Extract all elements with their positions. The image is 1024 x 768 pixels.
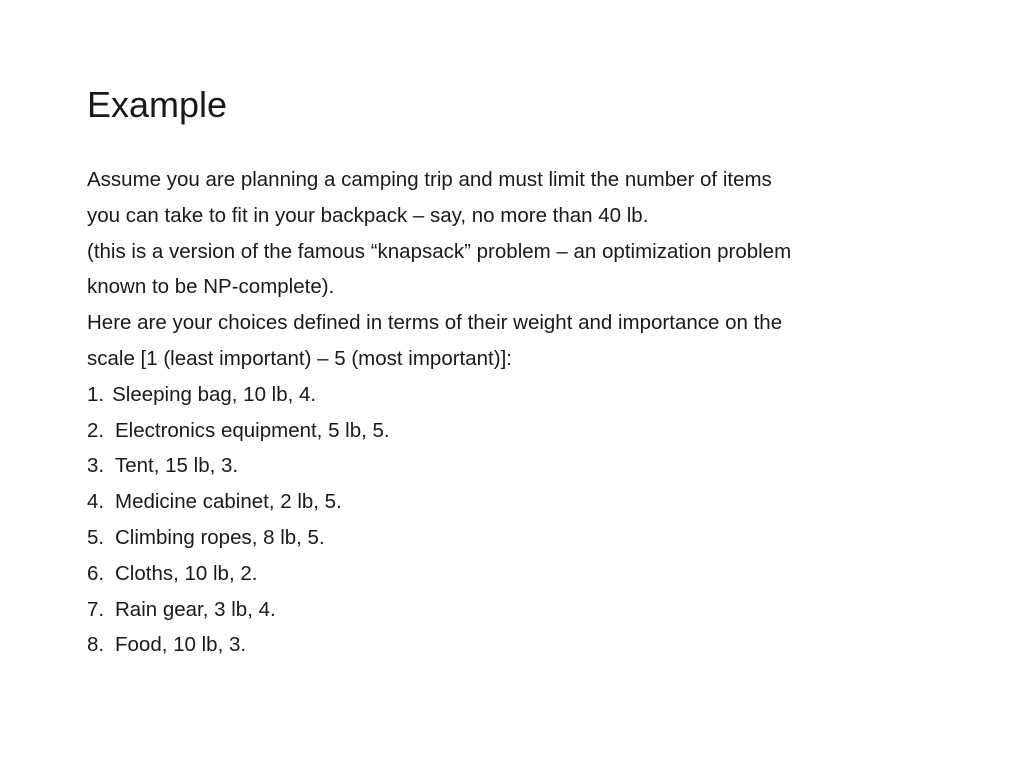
- list-item: [87, 448, 947, 484]
- list-item-text: Rain gear, 3 lb, 4.: [115, 597, 276, 621]
- list-item: [87, 484, 947, 520]
- paragraph-line: (this is a version of the famous “knapsack” problem – an optimization problem: [87, 239, 792, 263]
- list-item: [87, 556, 947, 592]
- list-item-number: 1.: [87, 382, 105, 406]
- list-item-number: 8.: [87, 633, 105, 657]
- list-item: [87, 413, 947, 449]
- list-item: [87, 592, 947, 628]
- list-item-number: 5.: [87, 525, 105, 549]
- list-item: [87, 627, 947, 663]
- slide-title: Example: [87, 84, 228, 125]
- slide-body: [87, 162, 947, 663]
- list-item: [87, 377, 947, 413]
- list-item-text: Tent, 15 lb, 3.: [115, 454, 239, 478]
- list-item-text: Sleeping bag, 10 lb, 4.: [112, 382, 317, 406]
- paragraph-line: scale [1 (least important) – 5 (most important)]:: [87, 346, 512, 370]
- paragraph-line: Here are your choices defined in terms of their weight and importance on the: [87, 311, 783, 335]
- list-item-number: 7.: [87, 597, 105, 621]
- list-item-text: Electronics equipment, 5 lb, 5.: [115, 418, 390, 442]
- item-list: [87, 377, 947, 663]
- list-item: [87, 520, 947, 556]
- list-item-text: Food, 10 lb, 3.: [115, 633, 247, 657]
- list-item-text: Cloths, 10 lb, 2.: [115, 561, 258, 585]
- list-item-number: 6.: [87, 561, 105, 585]
- list-item-number: 3.: [87, 454, 105, 478]
- list-item-number: 4.: [87, 490, 105, 514]
- list-item-text: Medicine cabinet, 2 lb, 5.: [115, 490, 342, 514]
- paragraph-line: Assume you are planning a camping trip and must limit the number of items: [87, 168, 772, 191]
- paragraph-line: known to be NP-complete).: [87, 275, 335, 299]
- list-item-number: 2.: [87, 418, 105, 442]
- paragraph-line: you can take to fit in your backpack – say, no more than 40 lb.: [87, 203, 649, 227]
- list-item-text: Climbing ropes, 8 lb, 5.: [115, 525, 325, 549]
